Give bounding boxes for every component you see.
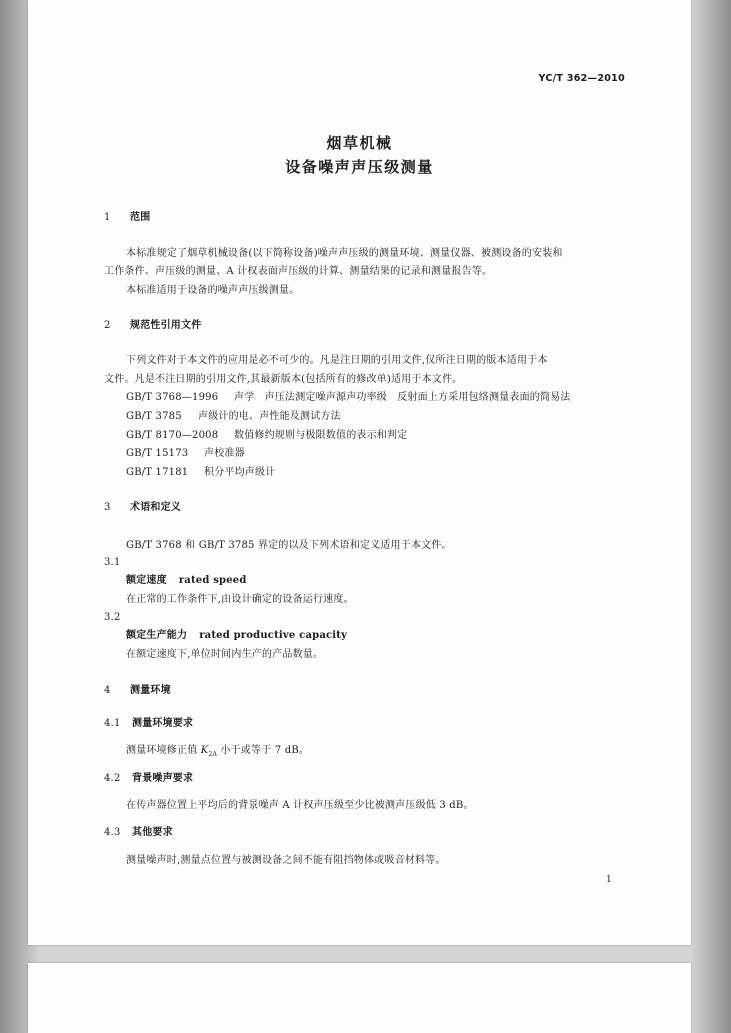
section-1-title: 范围	[130, 212, 151, 223]
reference-title: 积分平均声级计	[204, 467, 276, 478]
section-3-para-1: GB/T 3768 和 GB/T 3785 界定的以及下列术语和定义适用于本文件。	[126, 540, 452, 551]
term-3-2-zh: 额定生产能力	[126, 630, 188, 641]
subsection-4-3-title: 其他要求	[132, 827, 173, 838]
title-line-2: 设备噪声声压级测量	[285, 158, 434, 176]
section-4-title: 测量环境	[130, 685, 171, 696]
term-3-2-en: rated productive capacity	[199, 630, 348, 641]
reference-title: 数值修约规则与极限数值的表示和判定	[234, 430, 408, 441]
term-3-1-definition: 在正常的工作条件下,由设计确定的设备运行速度。	[126, 594, 354, 605]
subsection-4-1-heading	[104, 718, 193, 730]
reference-title: 声级计的电、声性能及测试方法	[198, 411, 341, 422]
subsection-4-1-number: 4.1	[104, 718, 121, 729]
subsection-4-1-text-pre: 测量环境修正值	[126, 745, 201, 756]
section-1-number: 1	[104, 212, 111, 223]
subsection-4-2-title: 背景噪声要求	[132, 773, 194, 784]
term-3-1-zh: 额定速度	[126, 575, 167, 586]
section-2-heading	[104, 320, 201, 332]
k-variable: K	[200, 745, 209, 756]
reference-item	[126, 392, 571, 404]
reference-title: 声学 声压法测定噪声源声功率级 反射面上方采用包络测量表面的简易法	[234, 392, 571, 403]
subsection-4-2-number: 4.2	[104, 773, 121, 784]
document-page	[28, 0, 691, 945]
section-4-number: 4	[104, 685, 111, 696]
reference-code: GB/T 15173	[126, 448, 189, 459]
term-3-2-heading	[126, 630, 347, 642]
section-2-para-1a: 下列文件对于本文件的应用是必不可少的。凡是注日期的引用文件,仅所注日期的版本适用于本	[126, 355, 548, 366]
page-number: 1	[606, 875, 612, 885]
subsection-4-3-text: 测量噪声时,测量点位置与被测设备之间不能有阻挡物体或吸音材料等。	[126, 855, 446, 866]
section-3-title: 术语和定义	[130, 502, 181, 513]
next-page	[28, 963, 691, 1033]
subsection-4-2-text: 在传声器位置上平均后的背景噪声 A 计权声压级至少比被测声压级低 3 dB。	[126, 800, 474, 811]
section-3-heading	[104, 502, 181, 514]
section-1-para-1b: 工作条件、声压级的测量、A 计权表面声压级的计算、测量结果的记录和测量报告等。	[104, 266, 493, 277]
reference-code: GB/T 17181	[126, 467, 189, 478]
doc-code: YC/T 362—2010	[538, 73, 625, 84]
reference-item	[126, 467, 275, 479]
section-1-heading	[104, 212, 150, 224]
subsection-4-1-text	[126, 745, 309, 761]
reference-item	[126, 411, 341, 423]
term-3-1-en: rated speed	[178, 575, 247, 586]
reference-code: GB/T 8170—2008	[126, 430, 219, 441]
subsection-4-3-number: 4.3	[104, 827, 121, 838]
reference-code: GB/T 3768—1996	[126, 392, 219, 403]
section-2-title: 规范性引用文件	[130, 320, 202, 331]
reference-title: 声校准器	[204, 448, 245, 459]
subsection-4-2-heading	[104, 773, 193, 785]
reference-item	[126, 430, 407, 442]
term-3-1-number: 3.1	[104, 557, 121, 568]
section-3-number: 3	[104, 502, 111, 513]
subsection-4-1-title: 测量环境要求	[132, 718, 194, 729]
section-4-heading	[104, 685, 171, 697]
term-3-1-heading	[126, 575, 247, 587]
subsection-4-1-text-post: 小于或等于 7 dB。	[217, 745, 310, 756]
section-1-para-2: 本标准适用于设备的噪声声压级测量。	[126, 285, 300, 296]
section-2-para-1b: 文件。凡是不注日期的引用文件,其最新版本(包括所有的修改单)适用于本文件。	[104, 374, 463, 385]
reference-code: GB/T 3785	[126, 411, 182, 422]
subsection-4-3-heading	[104, 827, 173, 839]
section-2-number: 2	[104, 320, 111, 331]
reference-item	[126, 448, 245, 460]
section-1-para-1a: 本标准规定了烟草机械设备(以下简称设备)噪声声压级的测量环境、测量仪器、被测设备的安装和	[126, 248, 563, 259]
term-3-2-definition: 在额定速度下,单位时间内生产的产品数量。	[126, 649, 324, 660]
k-subscript: 2A	[208, 751, 218, 758]
term-3-2-number: 3.2	[104, 612, 121, 623]
title-line-1: 烟草机械	[326, 134, 393, 152]
